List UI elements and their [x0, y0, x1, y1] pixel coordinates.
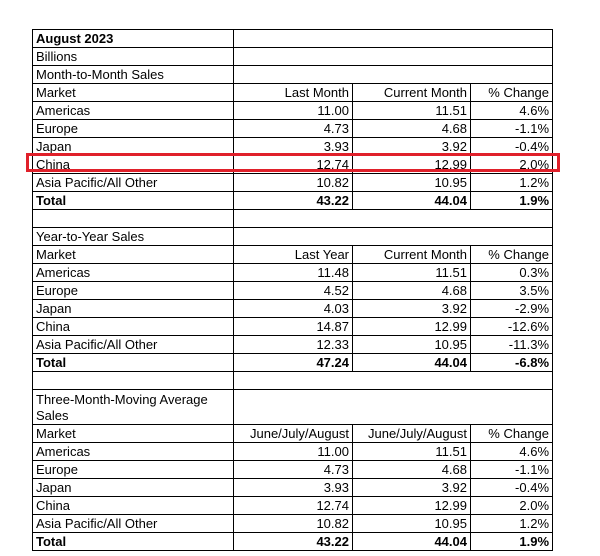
table-row [33, 497, 553, 515]
section-title: Year-to-Year Sales [33, 228, 234, 246]
value-cell: 14.87 [234, 318, 353, 336]
market-cell: Japan [33, 300, 234, 318]
units-label: Billions [33, 48, 234, 66]
value-cell: 12.33 [234, 336, 353, 354]
column-header: % Change [471, 425, 553, 443]
total-change: 1.9% [471, 192, 553, 210]
total-change: -6.8% [471, 354, 553, 372]
market-cell: Americas [33, 102, 234, 120]
value-cell: 10.95 [353, 336, 471, 354]
spacer-row [33, 372, 553, 390]
value-cell: 11.51 [353, 264, 471, 282]
column-header: Last Month [234, 84, 353, 102]
table-row [33, 479, 553, 497]
change-cell: 0.3% [471, 264, 553, 282]
total-label: Total [33, 354, 234, 372]
column-header: Market [33, 246, 234, 264]
market-cell: China [33, 156, 234, 174]
value-cell: 3.92 [353, 138, 471, 156]
table-row [33, 120, 553, 138]
column-header: Market [33, 425, 234, 443]
change-cell: 2.0% [471, 156, 553, 174]
value-cell: 10.82 [234, 174, 353, 192]
total-value: 47.24 [234, 354, 353, 372]
market-cell: Americas [33, 264, 234, 282]
value-cell: 11.51 [353, 102, 471, 120]
table-row [33, 443, 553, 461]
value-cell: 12.74 [234, 497, 353, 515]
value-cell: 10.82 [234, 515, 353, 533]
report-title: August 2023 [33, 30, 234, 48]
change-cell: -0.4% [471, 479, 553, 497]
total-value: 44.04 [353, 533, 471, 551]
market-cell: Asia Pacific/All Other [33, 336, 234, 354]
total-value: 43.22 [234, 533, 353, 551]
column-header: Current Month [353, 246, 471, 264]
table-row [33, 102, 553, 120]
value-cell: 12.99 [353, 497, 471, 515]
column-header: % Change [471, 246, 553, 264]
column-header: Market [33, 84, 234, 102]
change-cell: 1.2% [471, 174, 553, 192]
table-row [33, 174, 553, 192]
total-row [33, 192, 553, 210]
market-cell: Europe [33, 461, 234, 479]
change-cell: -11.3% [471, 336, 553, 354]
section-title-row [33, 390, 553, 425]
table-row-highlighted [33, 156, 553, 174]
total-value: 44.04 [353, 192, 471, 210]
table-row [33, 336, 553, 354]
table-row [33, 300, 553, 318]
market-cell: Japan [33, 138, 234, 156]
value-cell: 4.52 [234, 282, 353, 300]
market-cell: Japan [33, 479, 234, 497]
change-cell: 3.5% [471, 282, 553, 300]
section-title-row [33, 66, 553, 84]
section-title: Three-Month-Moving Average Sales [33, 390, 234, 425]
market-cell: Asia Pacific/All Other [33, 174, 234, 192]
table-row [33, 282, 553, 300]
change-cell: -1.1% [471, 461, 553, 479]
value-cell: 3.92 [353, 300, 471, 318]
section-title: Month-to-Month Sales [33, 66, 234, 84]
change-cell: 1.2% [471, 515, 553, 533]
table-row [33, 264, 553, 282]
value-cell: 4.73 [234, 461, 353, 479]
change-cell: 4.6% [471, 102, 553, 120]
total-row [33, 533, 553, 551]
value-cell: 10.95 [353, 174, 471, 192]
total-label: Total [33, 533, 234, 551]
column-header: % Change [471, 84, 553, 102]
value-cell: 11.00 [234, 102, 353, 120]
market-cell: Europe [33, 120, 234, 138]
total-value: 43.22 [234, 192, 353, 210]
change-cell: 4.6% [471, 443, 553, 461]
value-cell: 12.99 [353, 156, 471, 174]
change-cell: -2.9% [471, 300, 553, 318]
market-cell: China [33, 318, 234, 336]
market-cell: Americas [33, 443, 234, 461]
total-label: Total [33, 192, 234, 210]
total-change: 1.9% [471, 533, 553, 551]
market-cell: Asia Pacific/All Other [33, 515, 234, 533]
units-row [33, 48, 553, 66]
spacer-row [33, 210, 553, 228]
value-cell: 12.74 [234, 156, 353, 174]
column-header: June/July/August [353, 425, 471, 443]
table-row [33, 515, 553, 533]
value-cell: 4.68 [353, 120, 471, 138]
value-cell: 11.51 [353, 443, 471, 461]
change-cell: 2.0% [471, 497, 553, 515]
change-cell: -12.6% [471, 318, 553, 336]
table-row [33, 461, 553, 479]
value-cell: 3.93 [234, 138, 353, 156]
column-header: June/July/August [234, 425, 353, 443]
column-header-row [33, 84, 553, 102]
total-value: 44.04 [353, 354, 471, 372]
table-row [33, 318, 553, 336]
market-cell: Europe [33, 282, 234, 300]
change-cell: -0.4% [471, 138, 553, 156]
change-cell: -1.1% [471, 120, 553, 138]
column-header-row [33, 425, 553, 443]
market-cell: China [33, 497, 234, 515]
table-row [33, 138, 553, 156]
value-cell: 10.95 [353, 515, 471, 533]
title-row [33, 30, 553, 48]
value-cell: 3.92 [353, 479, 471, 497]
value-cell: 3.93 [234, 479, 353, 497]
value-cell: 4.73 [234, 120, 353, 138]
value-cell: 4.03 [234, 300, 353, 318]
value-cell: 4.68 [353, 461, 471, 479]
total-row [33, 354, 553, 372]
value-cell: 11.48 [234, 264, 353, 282]
column-header: Current Month [353, 84, 471, 102]
column-header-row [33, 246, 553, 264]
value-cell: 4.68 [353, 282, 471, 300]
column-header: Last Year [234, 246, 353, 264]
section-title-row [33, 228, 553, 246]
sales-table [32, 29, 553, 551]
value-cell: 12.99 [353, 318, 471, 336]
value-cell: 11.00 [234, 443, 353, 461]
